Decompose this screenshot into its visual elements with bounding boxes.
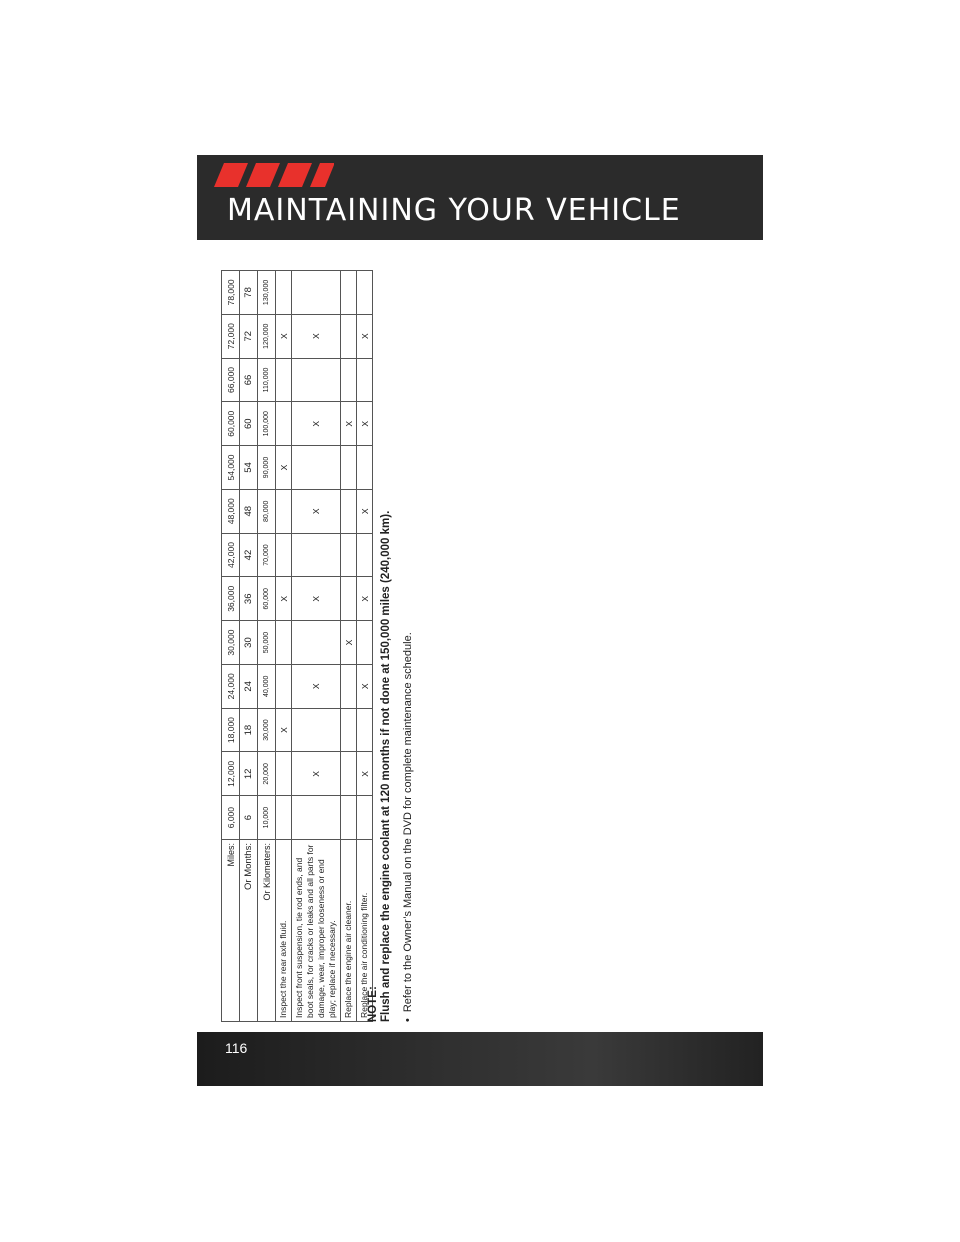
service-mark xyxy=(341,314,357,358)
service-mark: X xyxy=(292,577,341,621)
service-mark xyxy=(292,271,341,315)
service-mark xyxy=(292,358,341,402)
service-mark xyxy=(292,708,341,752)
miles-value: 66,000 xyxy=(222,358,240,402)
service-mark: X xyxy=(292,402,341,446)
months-value: 30 xyxy=(240,621,258,665)
service-mark xyxy=(341,358,357,402)
miles-value: 78,000 xyxy=(222,271,240,315)
km-value: 60,000 xyxy=(258,577,276,621)
table-row xyxy=(341,271,357,1022)
km-value: 10,000 xyxy=(258,796,276,840)
service-item-label: Replace the air conditioning filter. xyxy=(357,840,373,1022)
service-mark xyxy=(276,271,292,315)
service-mark: X xyxy=(276,577,292,621)
months-value: 54 xyxy=(240,446,258,490)
miles-value: 42,000 xyxy=(222,533,240,577)
service-mark: X xyxy=(341,402,357,446)
service-mark xyxy=(341,708,357,752)
service-mark xyxy=(276,796,292,840)
miles-value: 36,000 xyxy=(222,577,240,621)
service-mark xyxy=(341,577,357,621)
km-value: 120,000 xyxy=(258,314,276,358)
service-mark xyxy=(341,664,357,708)
service-mark: X xyxy=(357,402,373,446)
km-value: 40,000 xyxy=(258,664,276,708)
section-header xyxy=(197,155,763,240)
service-mark xyxy=(292,533,341,577)
note-block xyxy=(367,262,414,1022)
service-mark xyxy=(341,489,357,533)
months-value: 6 xyxy=(240,796,258,840)
miles-value: 48,000 xyxy=(222,489,240,533)
racing-stripes-icon xyxy=(214,163,334,187)
months-value: 24 xyxy=(240,664,258,708)
service-mark xyxy=(341,533,357,577)
service-mark: X xyxy=(292,489,341,533)
service-mark: X xyxy=(357,577,373,621)
service-mark xyxy=(276,402,292,446)
months-row xyxy=(240,271,258,1022)
km-value: 50,000 xyxy=(258,621,276,665)
service-mark xyxy=(292,446,341,490)
miles-value: 12,000 xyxy=(222,752,240,796)
months-value: 78 xyxy=(240,271,258,315)
bullet-icon: • xyxy=(402,1018,414,1022)
service-mark xyxy=(276,489,292,533)
service-mark xyxy=(341,446,357,490)
page-number: 116 xyxy=(225,1040,248,1056)
service-mark xyxy=(276,358,292,402)
service-mark xyxy=(292,796,341,840)
km-value: 20,000 xyxy=(258,752,276,796)
km-value: 110,000 xyxy=(258,358,276,402)
service-mark xyxy=(276,621,292,665)
months-value: 48 xyxy=(240,489,258,533)
months-value: 66 xyxy=(240,358,258,402)
service-item-label: Inspect the rear axle fluid. xyxy=(276,840,292,1022)
table-row xyxy=(292,271,341,1022)
km-value: 130,000 xyxy=(258,271,276,315)
km-value: 30,000 xyxy=(258,708,276,752)
months-value: 72 xyxy=(240,314,258,358)
service-mark xyxy=(341,796,357,840)
maintenance-schedule-table xyxy=(221,270,373,1022)
table-row xyxy=(276,271,292,1022)
service-mark: X xyxy=(276,708,292,752)
bullet-text: Refer to the Owner’s Manual on the DVD for complete maintenance schedule. xyxy=(402,632,414,1013)
miles-label: Miles: xyxy=(222,840,240,1022)
service-mark: X xyxy=(357,314,373,358)
service-mark: X xyxy=(292,314,341,358)
service-item-label: Replace the engine air cleaner. xyxy=(341,840,357,1022)
km-value: 100,000 xyxy=(258,402,276,446)
service-mark: X xyxy=(357,489,373,533)
miles-value: 72,000 xyxy=(222,314,240,358)
miles-row xyxy=(222,271,240,1022)
miles-value: 6,000 xyxy=(222,796,240,840)
service-mark: X xyxy=(292,664,341,708)
service-mark: X xyxy=(357,752,373,796)
service-mark xyxy=(276,533,292,577)
page-title: MAINTAINING YOUR VEHICLE xyxy=(227,193,681,228)
km-label: Or Kilometers: xyxy=(258,840,276,1022)
service-mark xyxy=(292,621,341,665)
rotated-content xyxy=(221,262,451,1022)
footer-bar xyxy=(197,1032,763,1086)
miles-value: 24,000 xyxy=(222,664,240,708)
note-title: NOTE: xyxy=(367,986,379,1022)
service-mark xyxy=(341,271,357,315)
service-mark: X xyxy=(292,752,341,796)
service-mark xyxy=(341,752,357,796)
service-mark: X xyxy=(341,621,357,665)
miles-value: 54,000 xyxy=(222,446,240,490)
months-label: Or Months: xyxy=(240,840,258,1022)
bullet-item xyxy=(402,262,414,1022)
months-value: 12 xyxy=(240,752,258,796)
service-mark xyxy=(276,752,292,796)
note-text: Flush and replace the engine coolant at 120 months if not done at 150,000 miles (240,000 km). xyxy=(380,510,392,1022)
months-value: 60 xyxy=(240,402,258,446)
km-row xyxy=(258,271,276,1022)
months-value: 18 xyxy=(240,708,258,752)
service-mark: X xyxy=(276,446,292,490)
service-mark: X xyxy=(357,664,373,708)
km-value: 90,000 xyxy=(258,446,276,490)
km-value: 80,000 xyxy=(258,489,276,533)
miles-value: 18,000 xyxy=(222,708,240,752)
months-value: 42 xyxy=(240,533,258,577)
service-item-label: Inspect front suspension, tie rod ends, and boot seals, for cracks or leaks and all parts for damage, wear, improper looseness or end play; replace if necessary. xyxy=(292,840,341,1022)
km-value: 70,000 xyxy=(258,533,276,577)
months-value: 36 xyxy=(240,577,258,621)
service-mark: X xyxy=(276,314,292,358)
service-mark xyxy=(276,664,292,708)
miles-value: 30,000 xyxy=(222,621,240,665)
miles-value: 60,000 xyxy=(222,402,240,446)
